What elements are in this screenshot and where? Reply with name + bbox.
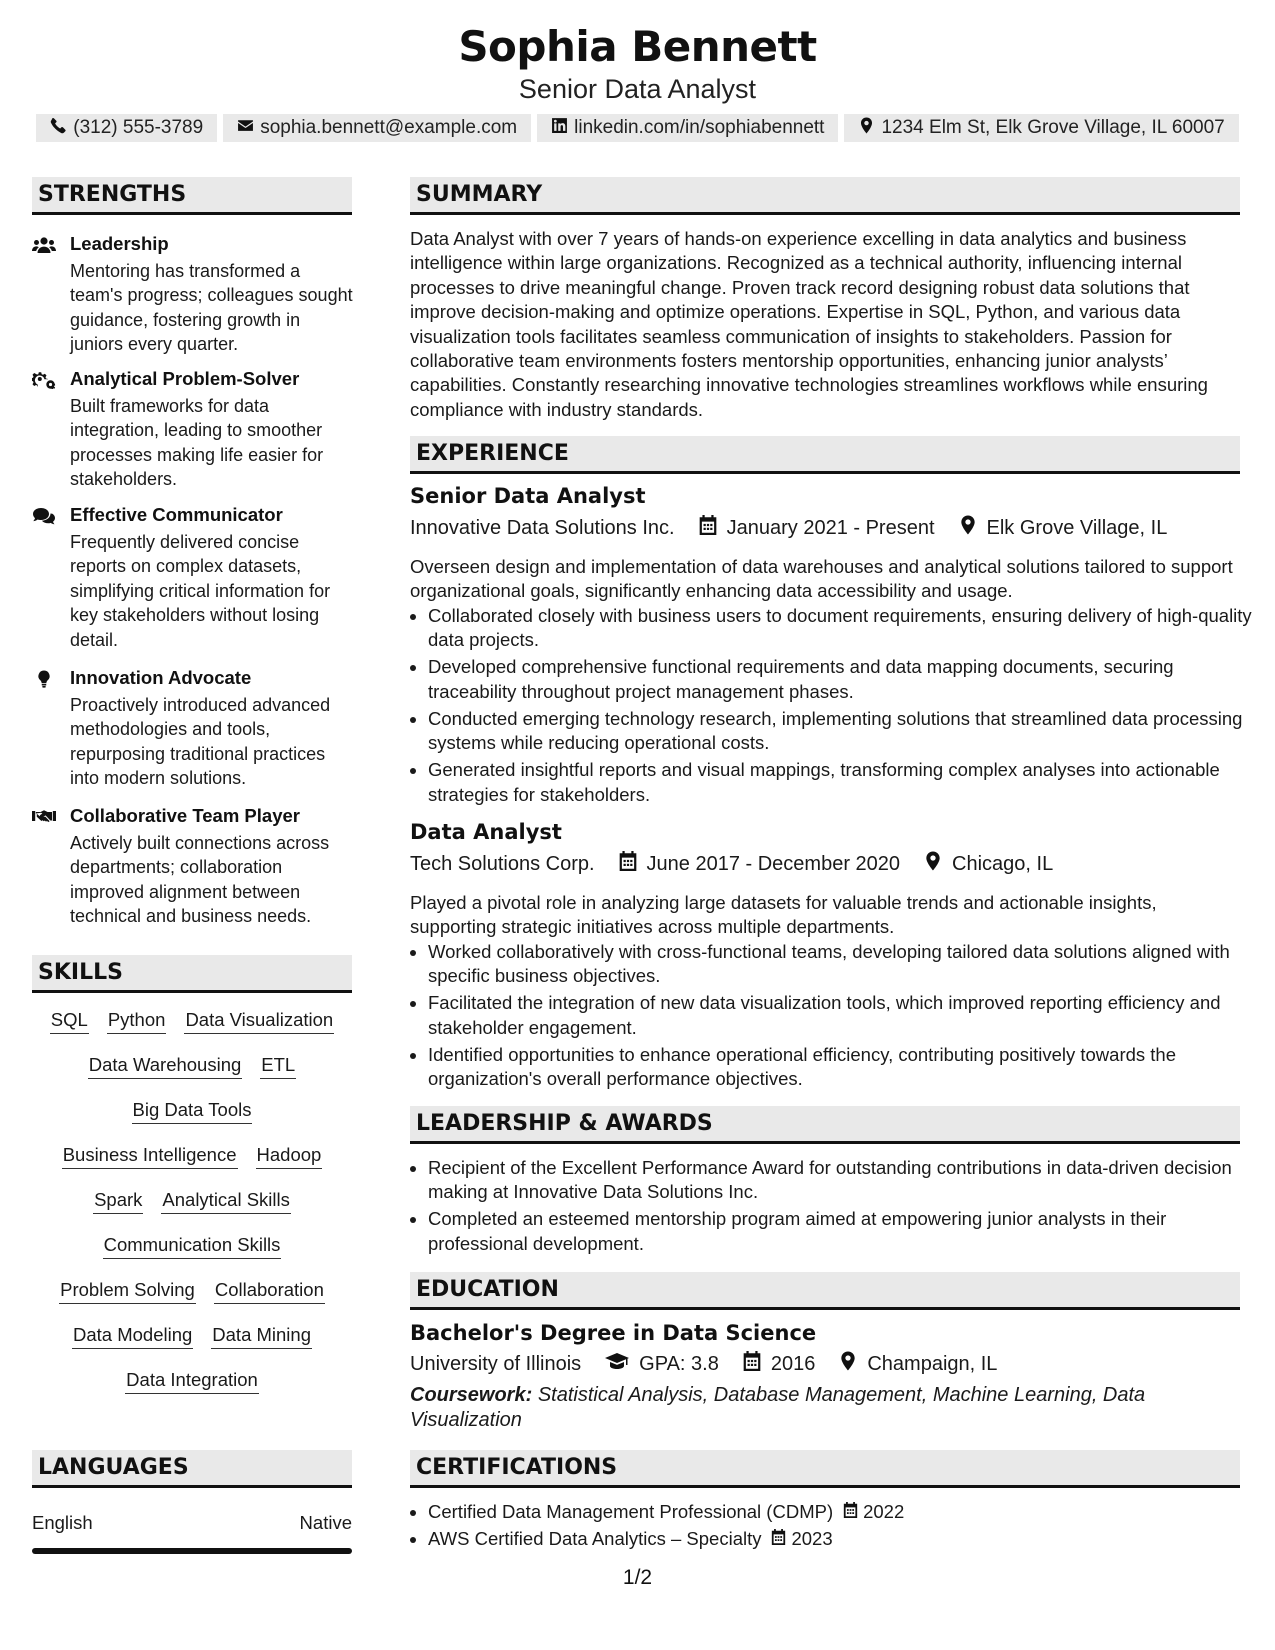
contact-linkedin[interactable] xyxy=(537,114,838,142)
contact-bar xyxy=(0,114,1275,142)
skill-tag: Data Mining xyxy=(211,1321,312,1349)
coursework-text: Statistical Analysis, Database Management, Machine Learning, Data Visualization xyxy=(410,1384,1146,1431)
contact-phone[interactable] xyxy=(36,114,217,142)
skills-row xyxy=(32,1096,352,1141)
calendar-icon xyxy=(699,515,717,541)
education-location: Champaign, IL xyxy=(867,1352,998,1375)
skill-tag: Analytical Skills xyxy=(161,1186,291,1214)
skills-row xyxy=(32,1051,352,1096)
leadership-list xyxy=(410,1156,1258,1259)
skills-row xyxy=(32,1321,352,1366)
skills-heading: SKILLS xyxy=(32,955,352,993)
certifications-list xyxy=(410,1498,1258,1552)
award-item: • Recipient of the Excellent Performance Award for outstanding contributions in data-driven decision making at Innovative Data Solutions Inc. xyxy=(428,1156,1258,1205)
job-role: Data Analyst xyxy=(410,820,562,844)
language-name: English xyxy=(32,1512,93,1533)
job-location: Chicago, IL xyxy=(952,852,1054,875)
location-pin-icon xyxy=(959,515,977,541)
job-meta xyxy=(410,851,1053,877)
handshake-icon xyxy=(32,808,58,828)
skill-tag: SQL xyxy=(50,1006,89,1034)
education-meta xyxy=(410,1351,997,1377)
languages-heading: LANGUAGES xyxy=(32,1450,352,1488)
strengths-heading: STRENGTHS xyxy=(32,177,352,215)
job-meta xyxy=(410,515,1167,541)
experience-heading: EXPERIENCE xyxy=(410,436,1240,474)
job-bullet: • Conducted emerging technology research, implementing solutions that streamlined data processing systems while reducing operational costs. xyxy=(428,707,1258,756)
education-year: 2016 xyxy=(770,1352,816,1375)
skill-tag: Collaboration xyxy=(214,1276,325,1304)
skill-tag: Data Visualization xyxy=(184,1006,334,1034)
leadership-heading: LEADERSHIP & AWARDS xyxy=(410,1106,1240,1144)
lightbulb-icon xyxy=(32,670,58,690)
skill-tag: Data Integration xyxy=(125,1366,259,1394)
calendar-icon xyxy=(743,1351,761,1377)
strength-title: Leadership xyxy=(70,233,169,254)
certification-name: Certified Data Management Professional (CDMP) xyxy=(428,1501,834,1522)
summary-heading: SUMMARY xyxy=(410,177,1240,215)
comments-icon xyxy=(32,507,58,527)
job-bullet: • Generated insightful reports and visual mappings, transforming complex analyses into actionable strategies for stakeholders. xyxy=(428,758,1258,807)
gears-icon xyxy=(32,371,58,391)
education-gpa: GPA: 3.8 xyxy=(639,1352,719,1375)
certification-year: 2022 xyxy=(863,1501,905,1522)
job-bullets xyxy=(410,604,1258,810)
job-company: Tech Solutions Corp. xyxy=(410,852,595,875)
skill-tag: ETL xyxy=(260,1051,296,1079)
strength-title: Innovation Advocate xyxy=(70,667,252,688)
strength-title: Effective Communicator xyxy=(70,504,283,525)
skill-tag: Hadoop xyxy=(256,1141,323,1169)
skill-tag: Spark xyxy=(93,1186,143,1214)
job-bullet: • Worked collaboratively with cross-functional teams, developing tailored data solutions aligned with specific business objectives. xyxy=(428,940,1258,989)
linkedin-icon xyxy=(551,117,568,140)
calendar-icon xyxy=(843,1498,858,1525)
calendar-icon xyxy=(771,1525,786,1552)
contact-email-text: sophia.bennett@example.com xyxy=(260,117,518,138)
job-role: Senior Data Analyst xyxy=(410,484,646,508)
graduation-cap-icon xyxy=(605,1351,629,1377)
job-bullets xyxy=(410,940,1258,1094)
job-dates: January 2021 - Present xyxy=(726,516,935,539)
job-bullet: • Collaborated closely with business users to document requirements, ensuring delivery of high-quality data projects. xyxy=(428,604,1258,653)
strength-description: Built frameworks for data integration, leading to smoother processes making life easier for stakeholders. xyxy=(70,396,324,490)
skills-list xyxy=(32,1006,352,1411)
certifications-heading: CERTIFICATIONS xyxy=(410,1450,1240,1488)
candidate-title: Senior Data Analyst xyxy=(518,74,757,104)
job-bullet: • Facilitated the integration of new data visualization tools, which improved reporting efficiency and stakeholder engagement. xyxy=(428,991,1258,1040)
strength-description: Proactively introduced advanced methodologies and tools, repurposing traditional practices into modern solutions. xyxy=(70,695,331,789)
skills-row xyxy=(32,1141,352,1186)
location-pin-icon xyxy=(858,117,875,140)
education-heading: EDUCATION xyxy=(410,1272,1240,1310)
skill-tag: Python xyxy=(107,1006,167,1034)
users-icon xyxy=(32,236,58,256)
certification-item xyxy=(428,1498,1258,1525)
candidate-name: Sophia Bennett xyxy=(458,22,817,71)
contact-email[interactable] xyxy=(223,114,531,142)
skills-row xyxy=(32,1186,352,1231)
strength-description: Mentoring has transformed a team's progress; colleagues sought guidance, fostering growth in juniors every quarter. xyxy=(70,261,353,355)
skill-tag: Data Warehousing xyxy=(88,1051,243,1079)
contact-address-text: 1234 Elm St, Elk Grove Village, IL 60007 xyxy=(881,117,1225,138)
certification-year: 2023 xyxy=(791,1528,833,1549)
contact-linkedin-text: linkedin.com/in/sophiabennett xyxy=(574,117,825,138)
summary-text: Data Analyst with over 7 years of hands-on experience excelling in data analytics and business intelligence within large organizations. Recognized as a technical authority, influencing internal processes to drive meaningful change. Proven track record designing robust data solutions that improve decision-making and optimize operations. Expertise in SQL, Python, and various data visualization tools facilitates seamless communication of insights to stakeholders. Passion for collaborative team environments fosters mentorship opportunities, enhancing junior analysts’ capabilities. Constantly researching innovative technologies streamlines workflows while ensuring compliance with industry standards. xyxy=(410,228,1208,420)
certification-item xyxy=(428,1525,1258,1552)
award-item: • Completed an esteemed mentorship program aimed at empowering junior analysts in their professional development. xyxy=(428,1207,1258,1256)
job-dates: June 2017 - December 2020 xyxy=(646,852,901,875)
job-bullet: • Identified opportunities to enhance operational efficiency, contributing positively towards the organization's overall performance objectives. xyxy=(428,1043,1258,1092)
envelope-icon xyxy=(237,117,254,140)
skill-tag: Data Modeling xyxy=(72,1321,193,1349)
job-bullet: • Developed comprehensive functional requirements and data mapping documents, securing traceability throughout project management phases. xyxy=(428,655,1258,704)
job-location: Elk Grove Village, IL xyxy=(986,516,1168,539)
education-degree: Bachelor's Degree in Data Science xyxy=(410,1321,817,1345)
contact-phone-text: (312) 555-3789 xyxy=(73,117,204,138)
language-level: Native xyxy=(299,1512,352,1533)
strength-description: Actively built connections across departments; collaboration improved alignment between technical and business needs. xyxy=(70,833,330,927)
certification-name: AWS Certified Data Analytics – Specialty xyxy=(428,1528,762,1549)
strength-title: Collaborative Team Player xyxy=(70,805,300,826)
skill-tag: Business Intelligence xyxy=(62,1141,238,1169)
coursework-label: Coursework: xyxy=(410,1384,533,1406)
contact-address xyxy=(844,114,1238,142)
job-company: Innovative Data Solutions Inc. xyxy=(410,516,675,539)
skills-row xyxy=(32,1276,352,1321)
strength-description: Frequently delivered concise reports on complex datasets, simplifying critical information for key stakeholders without losing detail. xyxy=(70,532,331,650)
language-proficiency-bar xyxy=(32,1548,352,1554)
skill-tag: Problem Solving xyxy=(59,1276,196,1304)
education-school: University of Illinois xyxy=(410,1352,582,1375)
location-pin-icon xyxy=(839,1351,857,1377)
education-coursework xyxy=(410,1383,1210,1432)
phone-icon xyxy=(50,117,67,140)
skills-row xyxy=(32,1231,352,1276)
strength-title: Analytical Problem-Solver xyxy=(70,368,300,389)
job-description: Played a pivotal role in analyzing large datasets for valuable trends and actionable insights, supporting strategic initiatives across multiple departments. xyxy=(410,892,1157,938)
skills-row xyxy=(32,1006,352,1051)
page-number: 1/2 xyxy=(622,1566,653,1589)
calendar-icon xyxy=(619,851,637,877)
skills-row xyxy=(32,1366,352,1411)
skill-tag: Communication Skills xyxy=(103,1231,282,1259)
job-description: Overseen design and implementation of data warehouses and analytical solutions tailored to support organizational goals, significantly enhancing data accessibility and usage. xyxy=(410,556,1233,602)
skill-tag: Big Data Tools xyxy=(132,1096,253,1124)
location-pin-icon xyxy=(924,851,942,877)
